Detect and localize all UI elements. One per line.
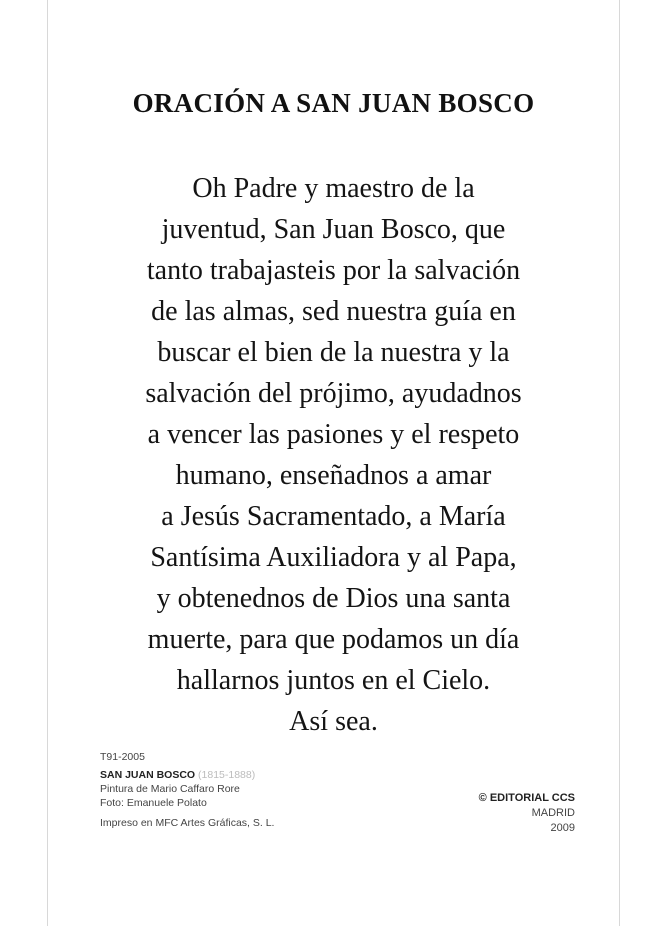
prayer-line: hallarnos juntos en el Cielo. — [176, 665, 491, 696]
prayer-line: tanto trabajasteis por la salvación — [146, 255, 521, 286]
painting-credit: Pintura de Mario Caffaro Rore — [100, 783, 240, 795]
prayer-line: humano, enseñadnos a amar — [175, 460, 492, 491]
catalog-code: T91-2005 — [100, 751, 145, 763]
publisher-block — [479, 791, 575, 836]
page-title: ORACIÓN A SAN JUAN BOSCO — [132, 88, 535, 118]
prayer-line: muerte, para que podamos un día — [147, 624, 520, 655]
prayer-closing: Así sea. — [289, 706, 378, 737]
saint-name: SAN JUAN BOSCO — [100, 769, 196, 781]
saint-years: (1815-1888) — [198, 769, 256, 781]
prayer-line: juventud, San Juan Bosco, que — [161, 214, 506, 245]
printer-credit: Impreso en MFC Artes Gráficas, S. L. — [100, 817, 275, 829]
card-edge-left — [47, 0, 48, 926]
publisher-city: MADRID — [531, 807, 575, 819]
prayer-text — [60, 168, 607, 742]
prayer-line: Santísima Auxiliadora y al Papa, — [150, 542, 517, 573]
publisher-name: © EDITORIAL CCS — [478, 792, 575, 804]
photo-credit: Foto: Emanuele Polato — [100, 797, 207, 809]
saint-name-line — [100, 768, 274, 782]
prayer-line: y obtenednos de Dios una santa — [156, 583, 511, 614]
publisher-year: 2009 — [550, 822, 575, 834]
prayer-line: a Jesús Sacramentado, a María — [161, 501, 506, 532]
card-edge-right — [619, 0, 620, 926]
prayer-line: salvación del prójimo, ayudadnos — [145, 378, 522, 409]
image-credits — [100, 750, 274, 830]
prayer-line: de las almas, sed nuestra guía en — [151, 296, 516, 327]
prayer-line: Oh Padre y maestro de la — [192, 173, 475, 204]
prayer-line: buscar el bien de la nuestra y la — [157, 337, 510, 368]
prayer-line: a vencer las pasiones y el respeto — [147, 419, 520, 450]
